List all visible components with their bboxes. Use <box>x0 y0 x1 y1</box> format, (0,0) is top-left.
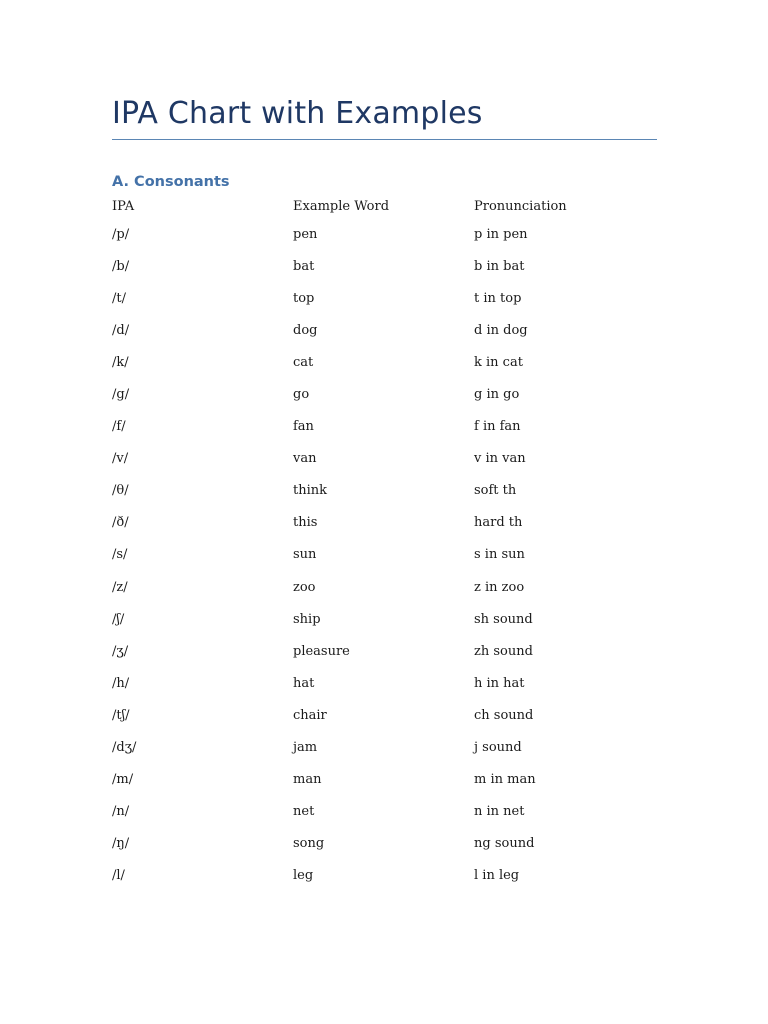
pronunciation-cell: j sound <box>474 740 522 756</box>
pronunciation-cell: ng sound <box>474 836 535 852</box>
table-row <box>112 860 654 892</box>
ipa-cell: /n/ <box>112 804 130 820</box>
ipa-cell: /z/ <box>112 579 128 595</box>
ipa-cell: /dʒ/ <box>112 740 137 756</box>
pronunciation-cell: ch sound <box>474 707 534 723</box>
table-row <box>112 828 654 860</box>
table-row <box>112 475 654 507</box>
column-header-example-word: Example Word <box>293 198 390 214</box>
example-word-cell: cat <box>293 354 314 370</box>
example-word-cell: song <box>293 836 325 852</box>
table-row <box>112 443 654 475</box>
example-word-cell: bat <box>293 258 315 274</box>
ipa-cell: /l/ <box>112 868 125 884</box>
pronunciation-cell: hard th <box>474 515 523 531</box>
pronunciation-cell: soft th <box>474 483 517 499</box>
table-row <box>112 764 654 796</box>
page-title: IPA Chart with Examples <box>112 96 483 131</box>
example-word-cell: zoo <box>293 579 316 595</box>
ipa-cell: /tʃ/ <box>112 707 130 723</box>
ipa-cell: /ʃ/ <box>112 611 125 627</box>
table-row <box>112 218 654 250</box>
example-word-cell: hat <box>293 675 315 691</box>
table-body <box>112 218 654 892</box>
pronunciation-cell: g in go <box>474 387 520 403</box>
example-word-cell: pen <box>293 226 318 242</box>
pronunciation-cell: z in zoo <box>474 579 525 595</box>
ipa-cell: /ʒ/ <box>112 643 129 659</box>
title-divider <box>112 139 657 140</box>
table-row <box>112 378 654 410</box>
example-word-cell: top <box>293 290 315 306</box>
table-row <box>112 411 654 443</box>
pronunciation-cell: k in cat <box>474 354 523 370</box>
table-row <box>112 796 654 828</box>
example-word-cell: this <box>293 515 318 531</box>
pronunciation-cell: n in net <box>474 804 525 820</box>
pronunciation-cell: f in fan <box>474 419 521 435</box>
pronunciation-cell: h in hat <box>474 675 525 691</box>
pronunciation-cell: d in dog <box>474 322 528 338</box>
example-word-cell: fan <box>293 419 314 435</box>
table-row <box>112 603 654 635</box>
column-header-ipa: IPA <box>112 198 135 214</box>
example-word-cell: leg <box>293 868 314 884</box>
example-word-cell: pleasure <box>293 643 350 659</box>
ipa-cell: /g/ <box>112 387 130 403</box>
example-word-cell: sun <box>293 547 317 563</box>
pronunciation-cell: l in leg <box>474 868 520 884</box>
example-word-cell: dog <box>293 322 318 338</box>
ipa-cell: /ð/ <box>112 515 129 531</box>
ipa-cell: /b/ <box>112 258 130 274</box>
table-row <box>112 699 654 731</box>
example-word-cell: net <box>293 804 315 820</box>
ipa-cell: /θ/ <box>112 483 129 499</box>
example-word-cell: van <box>293 451 317 467</box>
consonants-table <box>112 194 654 892</box>
pronunciation-cell: b in bat <box>474 258 525 274</box>
example-word-cell: jam <box>293 740 318 756</box>
ipa-cell: /s/ <box>112 547 128 563</box>
table-row <box>112 635 654 667</box>
ipa-cell: /h/ <box>112 675 130 691</box>
pronunciation-cell: m in man <box>474 772 536 788</box>
ipa-cell: /p/ <box>112 226 130 242</box>
section-heading: A. Consonants <box>112 174 230 190</box>
table-row <box>112 314 654 346</box>
example-word-cell: ship <box>293 611 321 627</box>
ipa-cell: /v/ <box>112 451 129 467</box>
example-word-cell: man <box>293 772 322 788</box>
pronunciation-cell: sh sound <box>474 611 533 627</box>
ipa-cell: /t/ <box>112 290 126 306</box>
pronunciation-cell: t in top <box>474 290 522 306</box>
column-header-pronunciation: Pronunciation <box>474 198 567 214</box>
pronunciation-cell: p in pen <box>474 226 528 242</box>
pronunciation-cell: v in van <box>474 451 526 467</box>
ipa-cell: /f/ <box>112 419 126 435</box>
example-word-cell: chair <box>293 707 327 723</box>
ipa-cell: /m/ <box>112 772 134 788</box>
ipa-cell: /k/ <box>112 354 129 370</box>
pronunciation-cell: s in sun <box>474 547 525 563</box>
ipa-cell: /d/ <box>112 322 130 338</box>
table-header-row <box>112 194 654 218</box>
pronunciation-cell: zh sound <box>474 643 533 659</box>
table-row <box>112 346 654 378</box>
table-row <box>112 250 654 282</box>
table-row <box>112 571 654 603</box>
example-word-cell: think <box>293 483 328 499</box>
ipa-cell: /ŋ/ <box>112 836 130 852</box>
table-row <box>112 732 654 764</box>
table-row <box>112 539 654 571</box>
table-row <box>112 282 654 314</box>
example-word-cell: go <box>293 387 310 403</box>
table-row <box>112 507 654 539</box>
table-row <box>112 667 654 699</box>
